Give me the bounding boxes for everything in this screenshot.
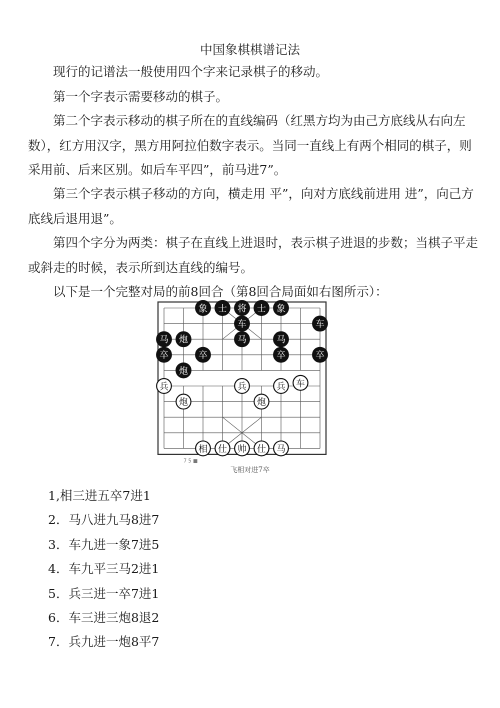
piece-black <box>157 332 172 347</box>
board-caption: 飞相对进7卒 <box>230 466 270 474</box>
piece-red <box>274 379 289 394</box>
piece-label: 车 <box>237 320 247 330</box>
piece-black <box>157 347 172 362</box>
piece-black <box>196 301 211 316</box>
piece-label: 卒 <box>315 351 325 362</box>
piece-red <box>196 441 211 456</box>
piece-red <box>215 441 230 456</box>
piece-label: 炮 <box>178 398 189 408</box>
piece-label: 马 <box>276 444 286 455</box>
paragraph-intro: 现行的记谱法一般使用四个字来记录棋子的移动。 <box>53 64 329 79</box>
piece-label: 车 <box>315 320 325 330</box>
piece-black <box>215 301 230 316</box>
move-1: 1,相三进五卒7进1 <box>48 488 151 503</box>
piece-label: 士 <box>217 304 228 315</box>
move-3: 3．车九进一象7进5 <box>48 536 160 552</box>
paragraph-second-char: 第二个字表示移动的棋子所在的直线编码（红黑方均为由己方底线从右向左数），红方用汉字，黑方用阿拉伯数字表示。当同一直线上有两个相同的棋子，则采用前、后来区别。如后车平四”，前马进7”。 <box>28 113 472 177</box>
piece-black <box>313 347 328 362</box>
piece-label: 士 <box>256 304 267 315</box>
piece-label: 兵 <box>237 382 247 393</box>
piece-label: 仕 <box>217 444 228 455</box>
piece-label: 炮 <box>178 335 189 346</box>
piece-red <box>274 441 289 456</box>
piece-red <box>254 394 269 409</box>
piece-red <box>176 394 191 409</box>
move-7: 7．兵九进一炮8平7 <box>48 634 160 650</box>
piece-black <box>176 363 191 378</box>
paragraph-third-char: 第三个字表示棋子移动的方向，横走用 平”，向对方底线前进用 进”，向己方底线后退用退”。 <box>28 186 474 226</box>
piece-label: 马 <box>276 335 286 346</box>
piece-label: 炮 <box>256 398 267 408</box>
piece-black <box>254 301 269 316</box>
piece-red <box>235 379 250 394</box>
piece-black <box>235 332 250 347</box>
piece-black <box>196 347 211 362</box>
piece-label: 象 <box>276 304 286 315</box>
piece-label: 马 <box>237 335 247 346</box>
piece-label: 马 <box>159 335 169 346</box>
piece-label: 将 <box>237 304 247 315</box>
piece-black <box>235 316 250 331</box>
piece-label: 仕 <box>256 444 267 455</box>
xiangqi-board-figure <box>152 300 332 465</box>
piece-label: 象 <box>198 304 208 315</box>
piece-black <box>274 332 289 347</box>
piece-red <box>293 375 308 390</box>
document-title: 中国象棋棋谱记法 <box>199 42 300 57</box>
piece-label: 帅 <box>237 444 247 455</box>
move-2: 2．马八进九马8进7 <box>48 512 160 528</box>
piece-label: 卒 <box>198 351 208 362</box>
board-footer: 7 5 ■ <box>183 458 198 465</box>
piece-label: 兵 <box>159 382 169 393</box>
piece-label: 相 <box>198 444 208 455</box>
paragraph-game-intro: 以下是一个完整对局的前8回合（第8回合局面如右图所示）： <box>53 284 388 299</box>
piece-black <box>274 347 289 362</box>
paragraph-first-char: 第一个字表示需要移动的棋子。 <box>53 89 229 104</box>
move-list <box>48 484 348 655</box>
piece-red <box>157 379 172 394</box>
piece-label: 卒 <box>159 351 169 362</box>
paragraph-fourth-char: 第四个字分为两类：棋子在直线上进退时，表示棋子进退的步数；当棋子平走或斜走的时候，表示所到达直线的编号。 <box>28 235 479 275</box>
piece-black <box>176 332 191 347</box>
piece-red <box>235 441 250 456</box>
piece-label: 兵 <box>276 382 286 393</box>
move-4: 4．车九平三马2进1 <box>48 561 160 577</box>
piece-red <box>254 441 269 456</box>
move-6: 6．车三进三炮8退2 <box>48 609 160 625</box>
piece-black <box>313 316 328 331</box>
piece-black <box>274 301 289 316</box>
piece-label: 车 <box>295 379 306 390</box>
piece-black <box>235 301 250 316</box>
move-5: 5．兵三进一卒7进1 <box>48 585 160 601</box>
piece-label: 炮 <box>178 366 189 377</box>
xiangqi-board <box>152 300 332 465</box>
piece-label: 卒 <box>276 351 286 362</box>
